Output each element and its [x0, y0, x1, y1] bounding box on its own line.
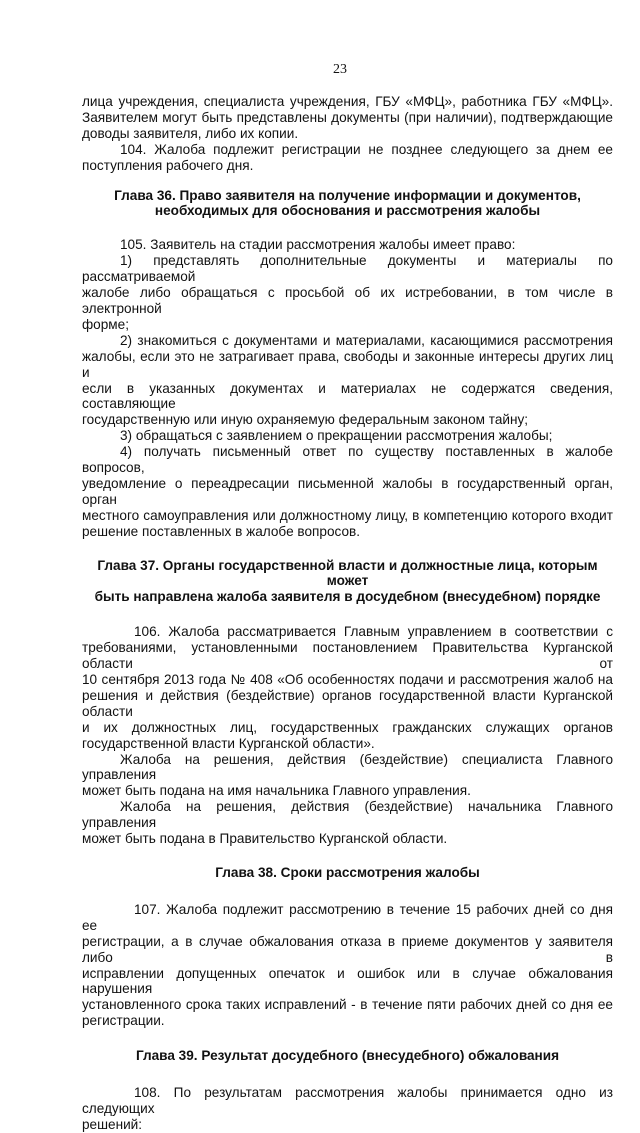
chapter-38-title: Глава 38. Сроки рассмотрения жалобы [215, 864, 480, 880]
page-number: 23 [333, 62, 347, 77]
paragraph-105-item-4-line-1: 4) получать письменный ответ по существу поставленных в жалобе вопросов, [82, 444, 613, 476]
paragraph-108-line-2: решений: [82, 1116, 143, 1132]
paragraph-106-line-3: 10 сентября 2013 года № 408 «Об особенностях подачи и рассмотрения жалоб на [82, 672, 613, 687]
paragraph-105-item-4-line-3: местного самоуправления или должностному лицу, в компетенцию которого входит [82, 507, 613, 523]
chapter-39-title: Глава 39. Результат досудебного (внесудебного) обжалования [135, 1048, 560, 1064]
paragraph-105-item-2-line-1: 2) знакомиться с документами и материалами, касающимися рассмотрения [120, 332, 613, 348]
paragraph-104-line-1: 104. Жалоба подлежит регистрации не позднее следующего за днем ее [120, 141, 613, 157]
page-content [82, 94, 613, 1133]
paragraph-106-para-2-line-2: может быть подана на имя начальника Главного управления. [82, 783, 471, 799]
paragraph-105-item-2-line-4: государственную или иную охраняемую федеральным законом тайну; [82, 412, 529, 428]
paragraph-108-line-1: 108. По результатам рассмотрения жалобы принимается одно из следующих [82, 1085, 613, 1116]
intro-line-3: доводы заявителя, либо их копии. [82, 125, 299, 141]
paragraph-106-line-4: решения и действия (бездействие) органов государственной власти Курганской области [82, 687, 613, 719]
paragraph-106-para-3-line-2: может быть подана в Правительство Курганской области. [82, 831, 448, 847]
paragraph-104-line-2: поступления рабочего дня. [82, 157, 254, 173]
paragraph-105-item-2-line-2: жалобы, если это не затрагивает права, свободы и законные интересы других лиц и [82, 348, 613, 380]
intro-line-1: лица учреждения, специалиста учреждения, ГБУ «МФЦ», работника ГБУ «МФЦ». [82, 94, 613, 109]
paragraph-107-line-5: регистрации. [82, 1013, 165, 1029]
paragraph-106-para-3-line-1: Жалоба на решения, действия (бездействие) начальника Главного управления [82, 799, 613, 831]
paragraph-107-line-1: 107. Жалоба подлежит рассмотрению в течение 15 рабочих дней со дня ее [82, 901, 613, 933]
paragraph-105-item-2-line-3: если в указанных документах и материалах не содержатся сведения, составляющие [82, 380, 613, 412]
paragraph-105-item-1-line-1: 1) представлять дополнительные документы и материалы по рассматриваемой [82, 253, 613, 285]
chapter-37-title-line-2: быть направлена жалоба заявителя в досудебном (внесудебном) порядке [94, 589, 601, 605]
chapter-36-title-line-1: Глава 36. Право заявителя на получение информации и документов, [114, 187, 581, 203]
paragraph-106-line-1: 106. Жалоба рассматривается Главным управлением в соответствии с [134, 624, 613, 640]
paragraph-106-line-5: и их должностных лиц, государственных гражданских служащих органов [82, 719, 613, 735]
intro-line-2: Заявителем могут быть представлены документы (при наличии), подтверждающие [82, 109, 613, 125]
chapter-36-title-line-2: необходимых для обоснования и рассмотрения жалобы [154, 203, 541, 219]
paragraph-105-item-3: 3) обращаться с заявлением о прекращении рассмотрения жалобы; [120, 428, 553, 444]
chapter-37-title-line-1: Глава 37. Органы государственной власти и должностные лица, которым может [97, 557, 598, 589]
paragraph-106-para-2-line-1: Жалоба на решения, действия (бездействие) специалиста Главного управления [82, 751, 613, 783]
paragraph-106-line-6: государственной власти Курганской области». [82, 735, 375, 751]
paragraph-107-line-4: установленного срока таких исправлений - в течение пяти рабочих дней со дня ее [82, 997, 613, 1013]
paragraph-106-line-2: требованиями, установленными постановлением Правительства Курганской области от [82, 640, 613, 672]
paragraph-107-line-2: регистрации, а в случае обжалования отказа в приеме документов у заявителя либо в [82, 933, 613, 965]
paragraph-105-item-4-line-4: решение поставленных в жалобе вопросов. [82, 523, 361, 539]
paragraph-105-intro: 105. Заявитель на стадии рассмотрения жалобы имеет право: [120, 237, 516, 253]
paragraph-105-item-1-line-3: форме; [82, 316, 129, 332]
paragraph-107-line-3: исправлении допущенных опечаток и ошибок или в случае обжалования нарушения [82, 965, 613, 997]
paragraph-105-item-1-line-2: жалобе либо обращаться с просьбой об их истребовании, в том числе в электронной [82, 285, 613, 316]
paragraph-105-item-4-line-2: уведомление о переадресации письменной жалобы в государственный орган, орган [82, 475, 613, 507]
